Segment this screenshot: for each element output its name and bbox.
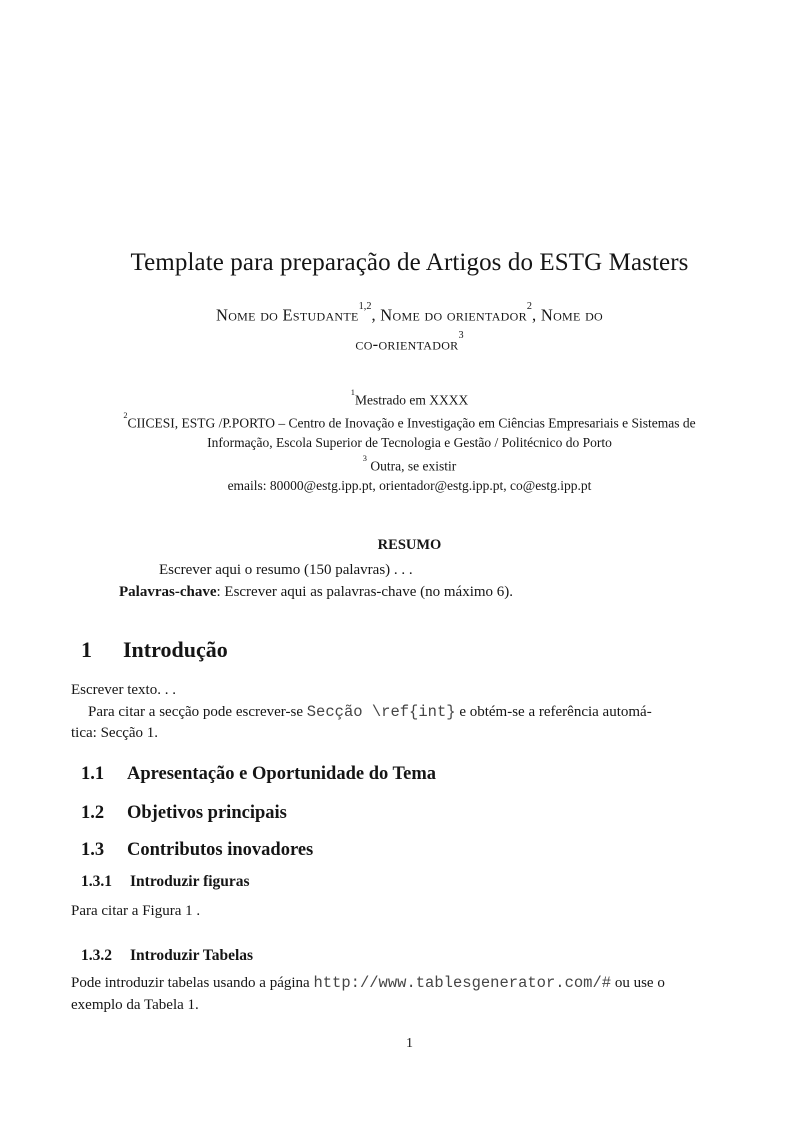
section-1-3-1-heading (71, 871, 748, 892)
citar-seccao-text-start: Para citar a secção pode escrever-se (88, 703, 307, 720)
citar-seccao-text-line2: tica: Secção 1. (71, 725, 159, 741)
latex-ref-code: Secção \ref{int} (306, 702, 456, 721)
section-1-title: Introdução (123, 637, 228, 662)
section-1-number: 1 (81, 637, 92, 662)
author-1-affiliation-mark: 1,2 (358, 301, 372, 313)
section-1-2-title: Objetivos principais (127, 802, 287, 823)
author-2-affiliation-mark: 2 (526, 301, 533, 313)
citar-seccao-text-line1-end: e obtém-se a referência automá- (455, 703, 652, 720)
keywords-line (119, 582, 700, 604)
affiliation-1-text: Mestrado em XXXX (354, 392, 469, 408)
keywords-label: Palavras-chave (119, 583, 217, 600)
section-1-1-heading (71, 762, 748, 787)
tabelas-text-line2: exemplo da Tabela 1. (71, 996, 199, 1013)
section-1-2-number: 1.2 (81, 802, 105, 823)
abstract-body (119, 560, 700, 603)
affiliation-2 (71, 410, 748, 453)
tabelas-text-line1-end: ou use o (611, 975, 665, 991)
section-1-3-1-title: Introduzir figuras (130, 872, 250, 890)
page-number: 1 (406, 1036, 413, 1051)
section-1-1-number: 1.1 (81, 763, 105, 784)
section-1-3-1-number: 1.3.1 (81, 872, 112, 890)
section-1-heading (71, 636, 748, 664)
author-separator-2: , (532, 305, 541, 325)
emails-line: emails: 80000@estg.ipp.pt, orientador@estg.ipp.pt, co@estg.ipp.pt (227, 477, 592, 493)
author-2-name: Nome do orientador (380, 305, 527, 325)
author-3-name-end: co-orientador (355, 334, 459, 353)
author-3-name-start: Nome do (540, 305, 604, 325)
affiliation-3-mark: 3 (362, 453, 367, 463)
section-1-2-heading (71, 801, 748, 826)
section-1-3-number: 1.3 (81, 839, 105, 860)
section-1-3-2-title: Introduzir Tabelas (130, 947, 254, 964)
keywords-text: : Escrever aqui as palavras-chave (no máximo 6). (216, 583, 514, 600)
paragraph-citar-figura: Para citar a Figura 1 . (71, 902, 201, 919)
author-3-affiliation-mark: 3 (458, 329, 464, 341)
section-1-3-2-heading (71, 945, 748, 966)
tabelas-text-start: Pode introduzir tabelas usando a página (71, 975, 314, 991)
abstract-text: Escrever aqui o resumo (150 palavras) . . . (159, 562, 413, 578)
section-1-3-2-number: 1.3.2 (81, 947, 112, 964)
paragraph-escrever-texto: Escrever texto. . . (71, 682, 176, 698)
paragraph-citar-seccao (71, 702, 748, 745)
affiliation-2-text-line2: Informação, Escola Superior de Tecnologia e Gestão / Politécnico do Porto (207, 435, 612, 450)
paper-title: Template para preparação de Artigos do ESTG Masters (130, 249, 689, 276)
abstract-heading: RESUMO (377, 537, 442, 553)
affiliation-2-text-line1: CIICESI, ESTG /P.PORTO – Centro de Inovação e Investigação em Ciências Empresariais e Sistemas de (127, 415, 696, 431)
paragraph-introduzir-tabelas (71, 973, 748, 1016)
affiliation-1 (71, 387, 748, 410)
section-1-3-title: Contributos inovadores (127, 839, 314, 860)
tablesgenerator-url: http://www.tablesgenerator.com/# (313, 974, 612, 992)
affiliation-1-mark: 1 (350, 388, 355, 398)
section-1-3-heading (71, 838, 748, 863)
author-separator-1: , (371, 305, 381, 325)
affiliation-2-mark: 2 (123, 411, 128, 421)
section-1-1-title: Apresentação e Oportunidade do Tema (127, 763, 437, 784)
affiliations-block (71, 387, 748, 495)
affiliation-3 (71, 453, 748, 476)
affiliation-3-text: Outra, se existir (366, 458, 457, 473)
author-1-name: Nome do Estudante (215, 305, 359, 325)
author-line (71, 299, 748, 356)
